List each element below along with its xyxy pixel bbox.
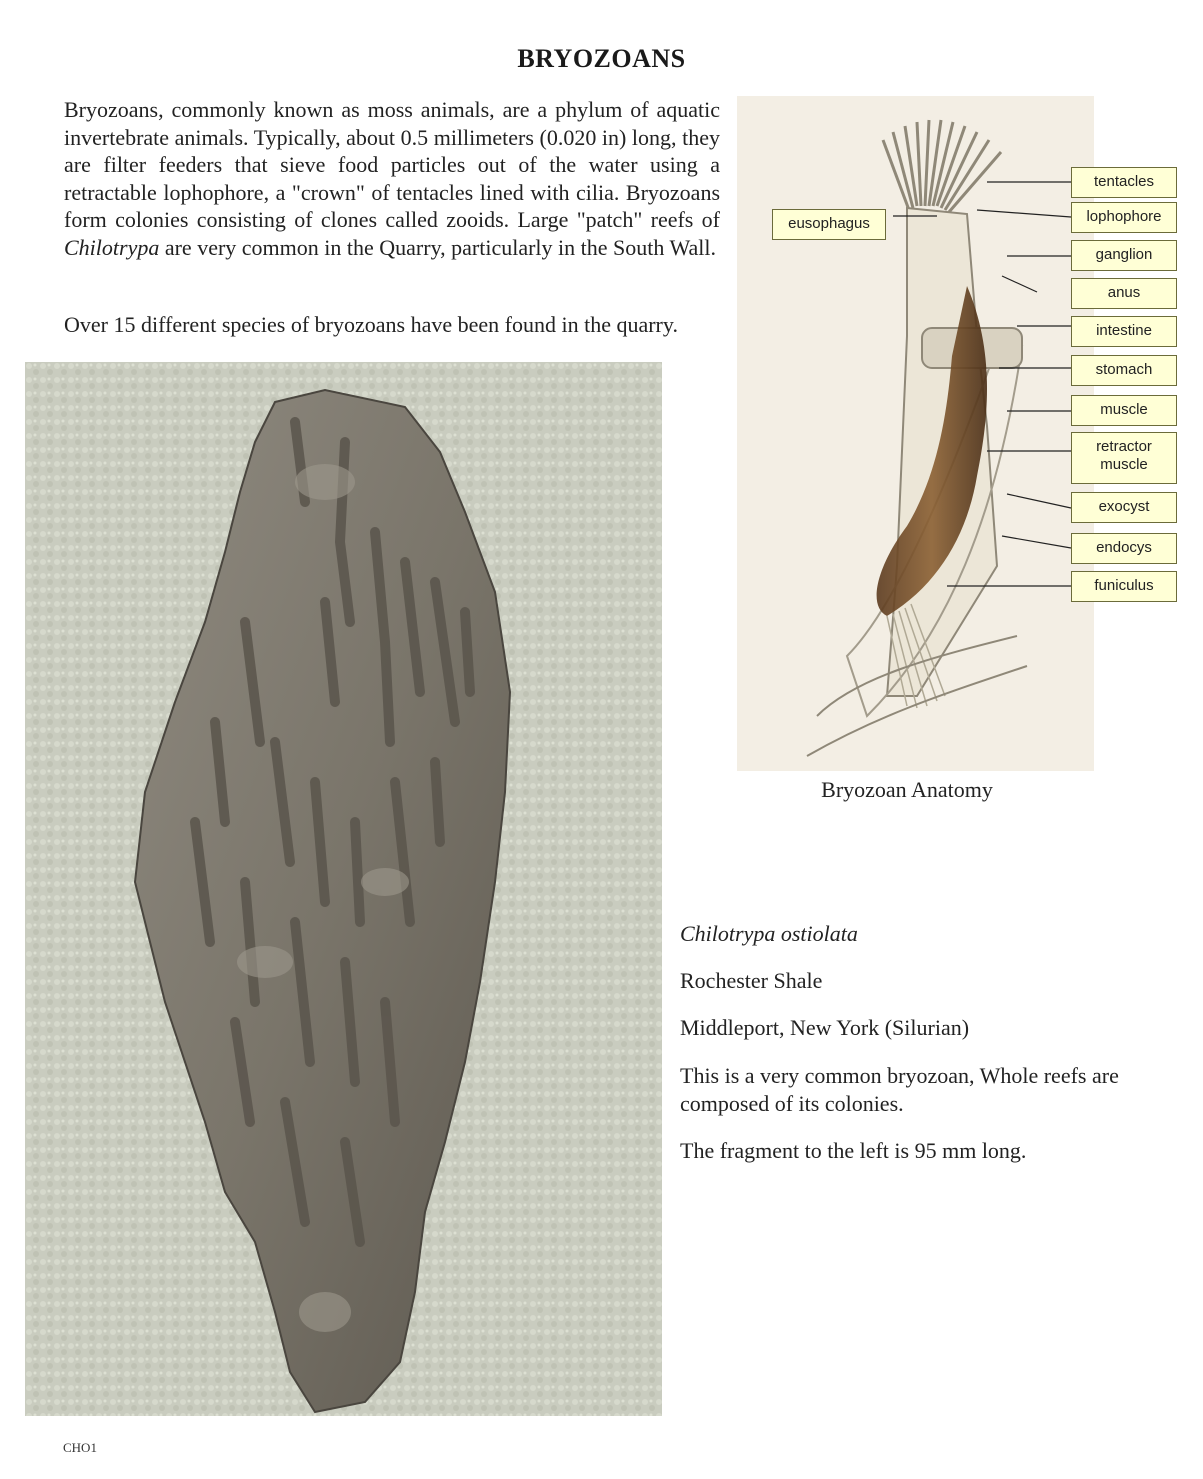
diagram-label-tentacles: tentacles — [1071, 167, 1177, 198]
species-count-text: Over 15 different species of bryozoans have been found in the quarry. — [64, 312, 678, 337]
diagram-label-exocyst: exocyst — [1071, 492, 1177, 523]
intro-text-part2: are very common in the Quarry, particularly in the South Wall. — [159, 234, 716, 260]
diagram-label-ganglion: ganglion — [1071, 240, 1177, 271]
intro-text-part1: Bryozoans, commonly known as moss animals, are a phylum of aquatic invertebrate animals. Typically, about 0.5 millimeters (0.020 in) long, they are filter feeders that sieve food particles out of the water using a retractable lophophore, a "crown" of tentacles lined with cilia. Bryozoans form colonies consisting of clones called zooids. Large "patch" reefs of — [64, 97, 720, 232]
intro-paragraph — [64, 96, 720, 261]
specimen-size-note: The fragment to the left is 95 mm long. — [680, 1138, 1027, 1163]
page-title: BRYOZOANS — [517, 44, 686, 73]
diagram-label-funiculus: funiculus — [1071, 571, 1177, 602]
bryozoan-anatomy-diagram — [737, 96, 1162, 771]
diagram-label-intestine: intestine — [1071, 316, 1177, 347]
diagram-label-retractor-line1: retractor — [1096, 438, 1152, 455]
diagram-label-lophophore: lophophore — [1071, 202, 1177, 233]
intro-genus: Chilotrypa — [64, 234, 160, 260]
specimen-locality: Middleport, New York (Silurian) — [680, 1015, 970, 1040]
diagram-label-anus: anus — [1071, 278, 1177, 309]
diagram-label-stomach: stomach — [1071, 355, 1177, 386]
specimen-name-text: Chilotrypa ostiolata — [680, 921, 858, 946]
diagram-label-muscle: muscle — [1071, 395, 1177, 426]
diagram-label-retractor-line2: muscle — [1100, 456, 1148, 473]
fossil-photo — [25, 362, 662, 1416]
diagram-label-retractor-muscle — [1071, 432, 1177, 484]
specimen-note: This is a very common bryozoan, Whole reefs are composed of its colonies. — [680, 1063, 1119, 1116]
diagram-caption: Bryozoan Anatomy — [821, 777, 993, 802]
footer-code: CHO1 — [63, 1440, 97, 1455]
specimen-formation: Rochester Shale — [680, 968, 823, 993]
specimen-name — [680, 920, 1180, 947]
diagram-label-endocys: endocys — [1071, 533, 1177, 564]
diagram-label-eusophagus: eusophagus — [772, 209, 886, 240]
